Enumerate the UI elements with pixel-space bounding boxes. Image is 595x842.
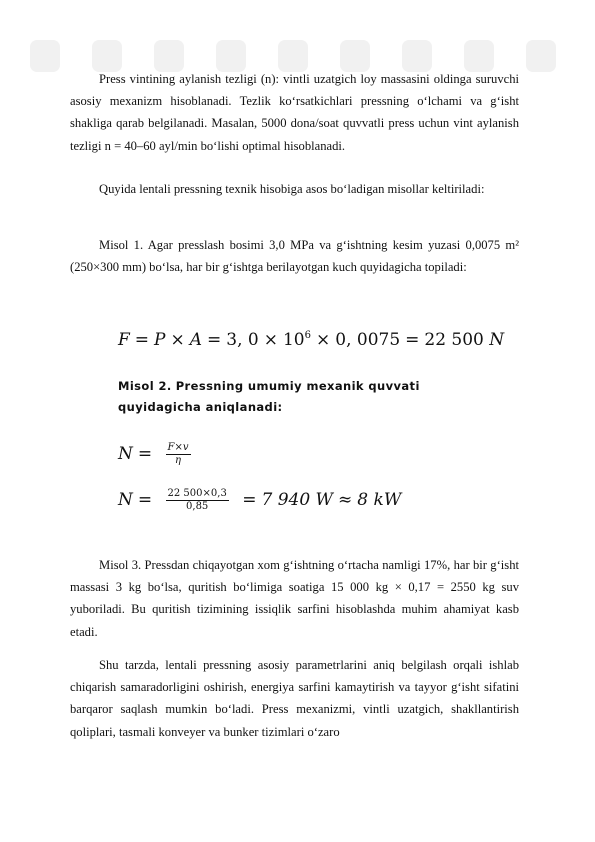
example-2-heading: [118, 376, 458, 418]
watermark-tile: [30, 40, 60, 72]
paragraph-examples-intro: Quyida lentali pressning texnik hisobiga asos bo‘ladigan misollar keltiriladi:: [99, 182, 485, 196]
fraction: $\frac{22 500\times 0,3}{0,85}$: [167, 488, 227, 512]
formula-power-general: N = $\frac{F\times v}{\eta}$: [118, 442, 189, 466]
paragraph-example-3: Misol 3. Pressdan chiqayotgan xom g‘ishtning o‘rtacha namligi 17%, har bir g‘isht massasi 3 kg bo‘lsa, quritish bo‘limiga soatiga 15 000 kg × 0,17 = 2550 kg suv yuboriladi. Bu quritish tizimining issiqlik sarfini hisoblashda muhim ahamiyat kasb etadi.: [70, 558, 519, 639]
fraction: $\frac{F\times v}{\eta}$: [167, 442, 189, 466]
paragraph-conclusion: Shu tarzda, lentali pressning asosiy parametrlarini aniq belgilash orqali ishlab chiqarish samaradorligini oshirish, energiya sarfini kamaytirish va tayyor g‘isht sifatini barqaror saqlash mumkin bo‘ladi. Press mexanizmi, vintli uzatgich, shakllantirish qoliplari, tasmali konveyer va bunker tizimlari o‘zaro: [70, 658, 519, 739]
watermark-tile: [526, 40, 556, 72]
example-2-title: Pressning umumiy mexanik quvvati: [175, 379, 420, 393]
paragraph-press-speed: Press vintining aylanish tezligi (n): vintli uzatgich loy massasini oldinga suruvchi asosiy mexanizm hisoblanadi. Tezlik ko‘rsatkichlari pressning o‘lchami va g‘isht shakliga qarab belgilanadi. Masalan, 5000 dona/soat quvvatli press uchun vint aylanish tezligi n = 40–60 ayl/min bo‘lishi optimal hisoblanadi.: [70, 72, 519, 153]
example-2-label: Misol 2.: [118, 379, 172, 393]
formula-power-value: N = $\frac{22 500\times 0,3}{0,85}$ = 7 940 W ≈ 8 kW: [118, 488, 402, 512]
example-2-subtitle: quyidagicha aniqlanadi:: [118, 400, 283, 414]
paragraph-example-1: Misol 1. Agar presslash bosimi 3,0 MPa va g‘ishtning kesim yuzasi 0,0075 m² (250×300 mm) bo‘lsa, har bir g‘ishtga berilayotgan kuch quyidagicha topiladi:: [70, 238, 519, 275]
formula-force: F = P × A = 3, $0 \times 10^6 \times 0$, 0075 = 22 500 N: [118, 330, 505, 350]
